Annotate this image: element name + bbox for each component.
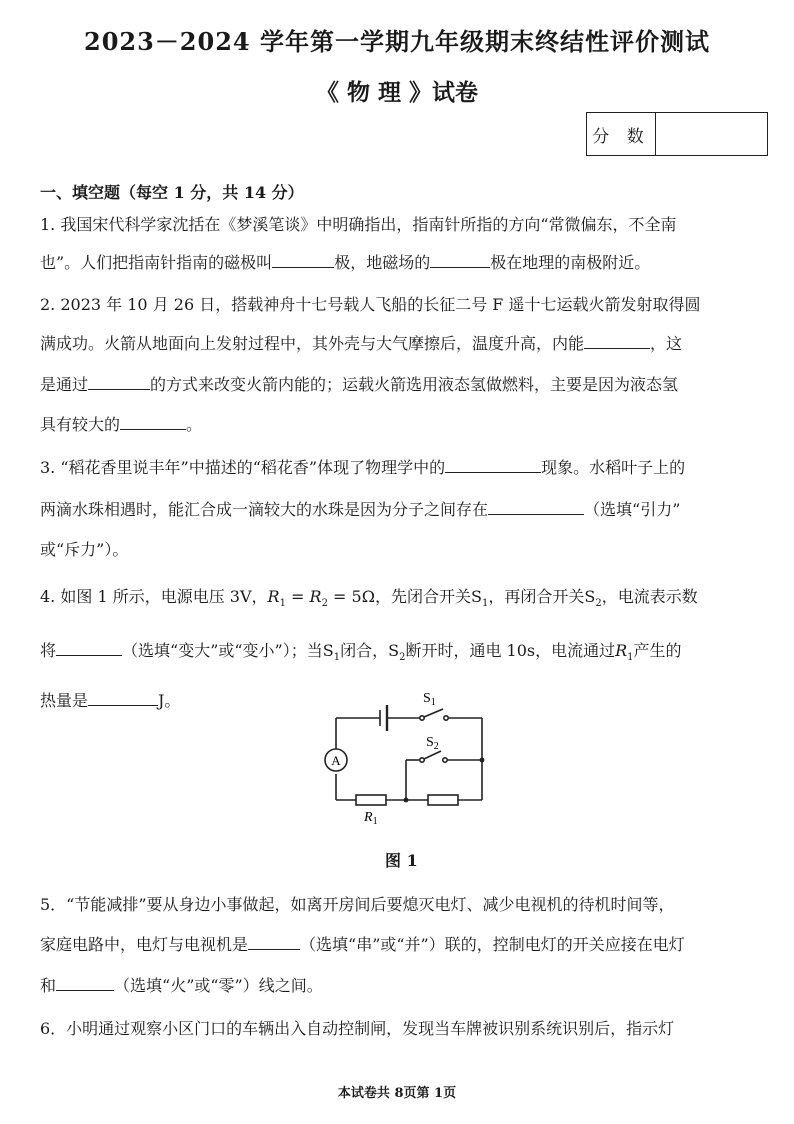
q4-text-j: 热量是: [40, 691, 89, 710]
r1-symbol-2: R: [615, 641, 628, 660]
s1-symbol: S: [470, 587, 482, 606]
q3-text-d: （选填“引力”: [584, 500, 681, 519]
q4-blank1[interactable]: [56, 639, 122, 656]
q4-line2: [40, 638, 682, 663]
s2-subscript-2: 2: [399, 652, 406, 664]
exam-subtitle: 《 物 理 》试卷: [315, 79, 479, 106]
q3-line3: 或“斥力”）。: [40, 540, 129, 559]
s1-symbol-2: S: [322, 641, 334, 660]
r1-subscript: 1: [279, 598, 286, 610]
section-heading: 一、填空题（每空 1 分，共 14 分）: [40, 183, 304, 202]
s1-label: $S_1$: [423, 691, 436, 708]
q3-blank1[interactable]: [445, 456, 541, 473]
q4-text-g: 闭合，: [340, 641, 389, 660]
q3-blank2[interactable]: [488, 498, 584, 515]
r2-subscript: 2: [321, 598, 328, 610]
equals-sign: =: [285, 587, 310, 606]
q2-text-d: 的方式来改变火箭内能的；运载火箭选用液态氢做燃料，主要是因为液态氢: [150, 375, 679, 394]
q4-text-i: 产生的: [633, 641, 682, 660]
q3-line2: [40, 497, 680, 520]
page-footer: 本试卷共 8页第 1页: [337, 1086, 457, 1101]
s2-symbol-2: S: [388, 641, 400, 660]
q1-blank2[interactable]: [430, 251, 490, 268]
q4-text-e: 将: [40, 641, 57, 660]
q2-line2: [40, 331, 682, 354]
q1-line2: [40, 250, 650, 273]
r1-subscript-2: 1: [627, 652, 634, 664]
q2-line4: [40, 412, 202, 435]
q4-blank2[interactable]: [88, 689, 158, 706]
q5-text-b: （选填“串”或“并”）联的，控制电灯的开关应接在电灯: [300, 935, 685, 954]
q5-text-d: （选填“火”或“零”）线之间。: [114, 976, 323, 995]
q3-text-c: 两滴水珠相遇时，能汇合成一滴较大的水珠是因为分子之间存在: [40, 500, 489, 519]
q4-text-d: ，电流表示数: [601, 587, 698, 606]
q5-blank2[interactable]: [56, 974, 114, 991]
q5-text-a: 家庭电路中，电灯与电视机是: [40, 935, 249, 954]
q2-blank2[interactable]: [88, 373, 150, 390]
q2-blank3[interactable]: [120, 413, 186, 430]
q4-text-a: 4. 如图 1 所示，电源电压 3V，: [40, 587, 268, 606]
q1-text-b: 极，地磁场的: [334, 253, 431, 272]
s2-subscript: 2: [595, 598, 602, 610]
r1-symbol: R: [267, 587, 280, 606]
r2-symbol: R: [309, 587, 322, 606]
q2-text-a: 满成功。火箭从地面向上发射过程中，其外壳与大气摩擦后，温度升高，内能: [40, 334, 585, 353]
q4-text-c: ，再闭合开关: [488, 587, 585, 606]
q3-line1: [40, 455, 685, 478]
r1-label: $R_1$: [364, 810, 378, 827]
q1-text-c: 极在地理的南极附近。: [490, 253, 651, 272]
q2-text-c: 是通过: [40, 375, 89, 394]
q5-line3: [40, 973, 323, 996]
q2-line1: 2. 2023 年 10 月 26 日，搭载神舟十七号载人飞船的长征二号 F 遥十七运载火箭发射取得圆: [40, 295, 701, 314]
q3-text-b: 现象。水稻叶子上的: [541, 458, 686, 477]
q5-line1: 5．“节能减排”要从身边小事做起，如离开房间后要熄灭电灯、减少电视机的待机时间等，: [40, 895, 675, 914]
figure-caption: 图 1: [385, 851, 418, 870]
q2-line3: [40, 372, 678, 395]
q3-text-a: 3. “稻花香里说丰年”中描述的“稻花香”体现了物理学中的: [40, 458, 446, 477]
q1-line1: 1. 我国宋代科学家沈括在《梦溪笔谈》中明确指出，指南针所指的方向“常微偏东，不全南: [40, 215, 677, 234]
q4-text-b: = 5Ω，先闭合开关: [327, 587, 471, 606]
q5-text-c: 和: [40, 976, 57, 995]
q1-text-a: 也”。人们把指南针指南的磁极叫: [40, 253, 273, 272]
q4-line3: [40, 688, 180, 711]
q4-text-h: 断开时，通电 10s，电流通过: [405, 641, 616, 660]
q2-text-f: 。: [186, 415, 203, 434]
s1-subscript-2: 1: [333, 652, 341, 664]
q5-blank1[interactable]: [248, 933, 300, 950]
score-field[interactable]: [656, 113, 767, 155]
s2-label: $S_2$: [426, 735, 439, 752]
q2-blank1[interactable]: [584, 332, 650, 349]
q6-line1: 6．小明通过观察小区门口的车辆出入自动控制闸，发现当车牌被识别系统识别后，指示灯: [40, 1019, 675, 1038]
q5-line2: [40, 932, 685, 955]
q4-text-f: （选填“变大”或“变小”）；当: [122, 641, 323, 660]
q4-text-k: J。: [158, 691, 181, 710]
q4-line1: [40, 584, 698, 609]
circuit-diagram: [300, 690, 500, 830]
exam-title: 2023－2024 学年第一学期九年级期末终结性评价测试: [84, 27, 710, 56]
score-box: [586, 112, 768, 156]
ammeter-label: A: [331, 753, 341, 768]
s2-symbol: S: [584, 587, 596, 606]
q2-text-e: 具有较大的: [40, 415, 121, 434]
q1-blank1[interactable]: [272, 251, 334, 268]
q2-text-b: ，这: [650, 334, 683, 353]
score-label: 分 数: [587, 113, 656, 155]
s1-subscript: 1: [481, 598, 489, 610]
